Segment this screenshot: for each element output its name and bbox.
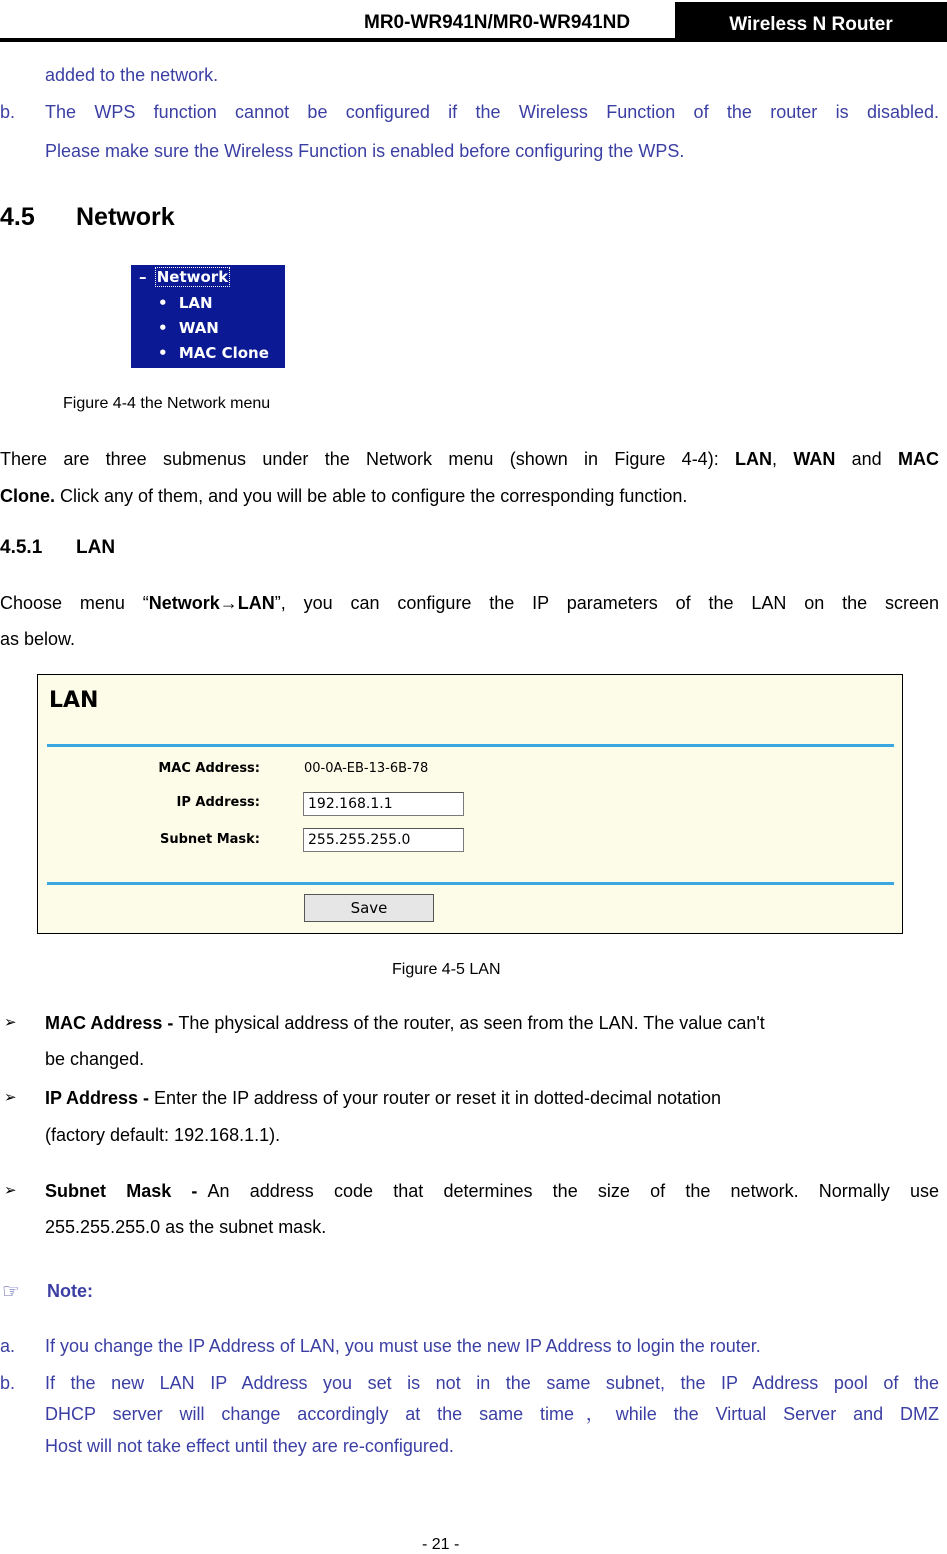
note-b-line3: Host will not take effect until they are re-configured.: [45, 1436, 454, 1456]
bullet-arrow-icon: ➢: [4, 1014, 17, 1031]
ip-bullet-line2: (factory default: 192.168.1.1).: [45, 1125, 281, 1145]
header-rule: [0, 38, 947, 42]
mac-bullet-line2: be changed.: [45, 1049, 145, 1069]
para1-line1: There are three submenus under the Network menu (shown in Figure 4-4): LAN, WAN and MAC: [0, 449, 939, 469]
network-menu-item-wan: WAN: [178, 319, 219, 337]
network-menu-item-lan: LAN: [178, 294, 213, 312]
note-a-marker: a.: [0, 1336, 16, 1356]
network-menu-image: [131, 265, 285, 368]
para2-line2: as below.: [0, 629, 76, 649]
mask-bullet-line1: Subnet Mask - An address code that determines the size of the network. Normally use: [45, 1181, 940, 1201]
save-button[interactable]: Save: [304, 894, 434, 922]
intro-line: added to the network.: [45, 65, 219, 85]
intro-b-line2: Please make sure the Wireless Function is enabled before configuring the WPS.: [45, 141, 685, 161]
subsection-number: 4.5.1: [0, 537, 43, 558]
bullet-icon: •: [158, 344, 168, 362]
subsection-title: LAN: [76, 537, 116, 558]
note-b-line2: DHCP server will change accordingly at the same time，while the Virtual Server and DMZ: [45, 1404, 939, 1424]
page-number: - 21 -: [422, 1536, 460, 1553]
lan-screenshot: [37, 674, 903, 934]
intro-b-line1: The WPS function cannot be configured if the Wireless Function of the router is disabled.: [45, 102, 939, 122]
mac-address-label: MAC Address:: [158, 761, 260, 776]
note-b-marker: b.: [0, 1373, 16, 1393]
lan-divider-top: [47, 744, 894, 747]
bullet-arrow-icon: ➢: [4, 1182, 17, 1199]
bullet-arrow-icon: ➢: [4, 1089, 17, 1106]
lan-title: LAN: [49, 688, 99, 713]
network-menu-root: Network: [156, 268, 229, 286]
network-menu-item-mac-clone: MAC Clone: [178, 344, 269, 362]
collapse-icon: –: [139, 268, 147, 286]
note-label: Note:: [47, 1281, 93, 1301]
header-title: Wireless N Router: [675, 2, 947, 41]
section-number: 4.5: [0, 203, 35, 231]
figure-4-4-caption: Figure 4-4 the Network menu: [63, 395, 271, 412]
subnet-mask-label: Subnet Mask:: [159, 832, 260, 847]
figure-4-5-caption: Figure 4-5 LAN: [392, 961, 501, 978]
pointing-hand-icon: ☞: [2, 1281, 20, 1303]
header-model: MR0-WR941N/MR0-WR941ND: [364, 12, 631, 33]
mac-address-value: 00-0A-EB-13-6B-78: [304, 761, 429, 776]
section-title: Network: [76, 203, 175, 231]
intro-b-marker: b.: [0, 102, 16, 122]
ip-address-label: IP Address:: [176, 795, 260, 810]
note-a-text: If you change the IP Address of LAN, you must use the new IP Address to login the router.: [45, 1336, 761, 1356]
note-b-line1: If the new LAN IP Address you set is not in the same subnet, the IP Address pool of the: [45, 1373, 939, 1393]
ip-bullet-line1: IP Address - Enter the IP address of your router or reset it in dotted-decimal notation: [45, 1088, 722, 1108]
mac-bullet-line1: MAC Address - The physical address of the router, as seen from the LAN. The value can't: [45, 1013, 765, 1033]
subnet-mask-input[interactable]: 255.255.255.0: [303, 828, 464, 852]
mask-bullet-line2: 255.255.255.0 as the subnet mask.: [45, 1217, 327, 1237]
bullet-icon: •: [158, 319, 168, 337]
para2-line1: Choose menu “Network→LAN”, you can configure the IP parameters of the LAN on the screen: [0, 593, 939, 613]
lan-divider-bottom: [47, 882, 894, 885]
para1-line2: Clone. Click any of them, and you will be able to configure the corresponding function.: [0, 486, 688, 506]
bullet-icon: •: [158, 294, 168, 312]
ip-address-input[interactable]: 192.168.1.1: [303, 792, 464, 816]
